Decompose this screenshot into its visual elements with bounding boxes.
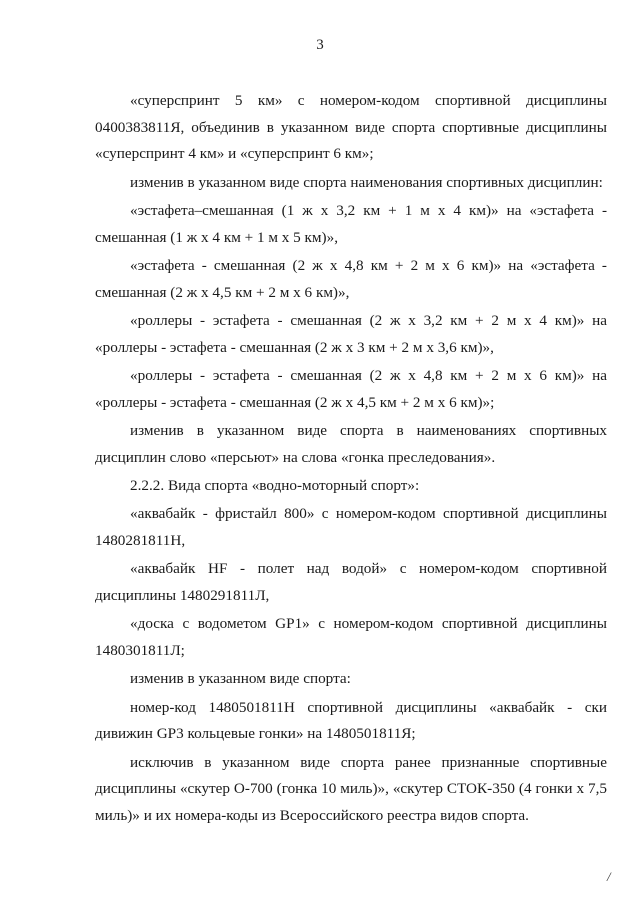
paragraph: «аквабайк HF - полет над водой» с номером-кодом спортивной дисциплины 1480291811Л, <box>95 560 607 604</box>
paragraph: исключив в указанном виде спорта ранее признанные спортивные дисциплины «скутер О-700 (гонка 10 миль)», «скутер СТОК-350 (4 гонки х 7,5 миль)» и их номера-коды из Всероссийского реестра видов спорта. <box>95 753 607 824</box>
paragraph: номер-код 1480501811Н спортивной дисциплины «аквабайк - ски дивижин GP3 кольцевые гонки» на 1480501811Я; <box>95 698 607 743</box>
paragraph: изменив в указанном виде спорта: <box>130 670 351 688</box>
paragraph: «роллеры - эстафета - смешанная (2 ж х 3,2 км + 2 м х 4 км)» на «роллеры - эстафета - смешанная (2 ж х 3 км + 2 м х 3,6 км)», <box>95 311 607 356</box>
paragraph: «доска с водометом GP1» с номером-кодом спортивной дисциплины 1480301811Л; <box>95 615 607 659</box>
corner-mark: / <box>607 869 611 884</box>
paragraph: «роллеры - эстафета - смешанная (2 ж х 4,8 км + 2 м х 6 км)» на «роллеры - эстафета - смешанная (2 ж х 4,5 км + 2 м х 6 км)»; <box>95 366 607 411</box>
document-body <box>95 88 607 831</box>
paragraph: «эстафета - смешанная (2 ж х 4,8 км + 2 м х 6 км)» на «эстафета - смешанная (2 ж х 4,5 км + 2 м х 6 км)», <box>95 256 607 301</box>
page-number: 3 <box>316 37 324 53</box>
paragraph: «суперспринт 5 км» с номером-кодом спортивной дисциплины 0400383811Я, объединив в указанном виде спорта спортивные дисциплины «суперспринт 4 км» и «суперспринт 6 км»; <box>95 92 607 163</box>
paragraph: изменив в указанном виде спорта в наименованиях спортивных дисциплин слово «персьют» на слова «гонка преследования». <box>95 421 607 466</box>
section-heading: 2.2.2. Вида спорта «водно-моторный спорт»: <box>130 476 420 494</box>
paragraph: «аквабайк - фристайл 800» с номером-кодом спортивной дисциплины 1480281811Н, <box>95 505 607 549</box>
paragraph: изменив в указанном виде спорта наименования спортивных дисциплин: <box>130 173 603 191</box>
paragraph: «эстафета–смешанная (1 ж х 3,2 км + 1 м х 4 км)» на «эстафета - смешанная (1 ж х 4 км + 1 м х 5 км)», <box>95 201 607 246</box>
